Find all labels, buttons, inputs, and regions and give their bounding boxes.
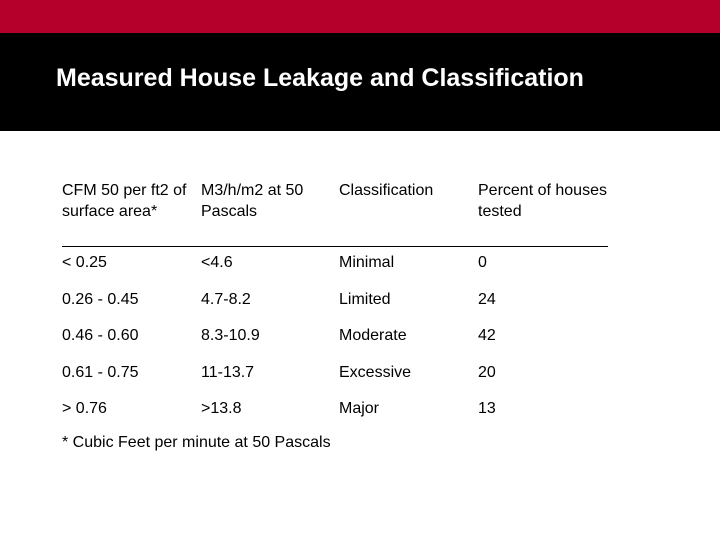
table-cell: Limited (339, 290, 391, 308)
table-row (62, 284, 608, 321)
table-cell: 20 (478, 363, 496, 381)
table-cell: 8.3-10.9 (201, 327, 260, 344)
footnote: * Cubic Feet per minute at 50 Pascals (62, 434, 331, 451)
table-cell: 42 (478, 327, 496, 344)
column-header-cfm50: CFM 50 per ft2 of surface area* (62, 182, 187, 220)
table-cell: <4.6 (201, 254, 233, 271)
table-cell: >13.8 (201, 400, 242, 417)
leakage-table (62, 180, 608, 430)
table-cell: 0.46 - 0.60 (62, 327, 139, 344)
table-cell: 0.61 - 0.75 (62, 363, 139, 381)
table-header-row (62, 180, 608, 247)
table-cell: 4.7-8.2 (201, 290, 251, 308)
top-accent-band (0, 0, 720, 33)
column-header-m3hm2: M3/h/m2 at 50 Pascals (201, 182, 304, 220)
column-header-percent: Percent of houses tested (478, 182, 607, 220)
table-cell: < 0.25 (62, 254, 107, 271)
table-cell: Moderate (339, 327, 407, 344)
table-cell: 0.26 - 0.45 (62, 290, 139, 308)
table-row (62, 357, 608, 394)
table-cell: Excessive (339, 363, 412, 381)
slide-title: Measured House Leakage and Classification (56, 64, 584, 92)
table-cell: Major (339, 400, 380, 417)
column-header-classification: Classification (339, 182, 434, 199)
table-cell: 13 (478, 400, 496, 417)
table-cell: 11-13.7 (201, 363, 255, 381)
table-row (62, 320, 608, 357)
table-row (62, 393, 608, 430)
table-cell: 0 (478, 254, 487, 271)
table-cell: > 0.76 (62, 400, 107, 417)
table-cell: Minimal (339, 254, 395, 271)
table-cell: 24 (478, 290, 496, 308)
table-row (62, 247, 608, 284)
